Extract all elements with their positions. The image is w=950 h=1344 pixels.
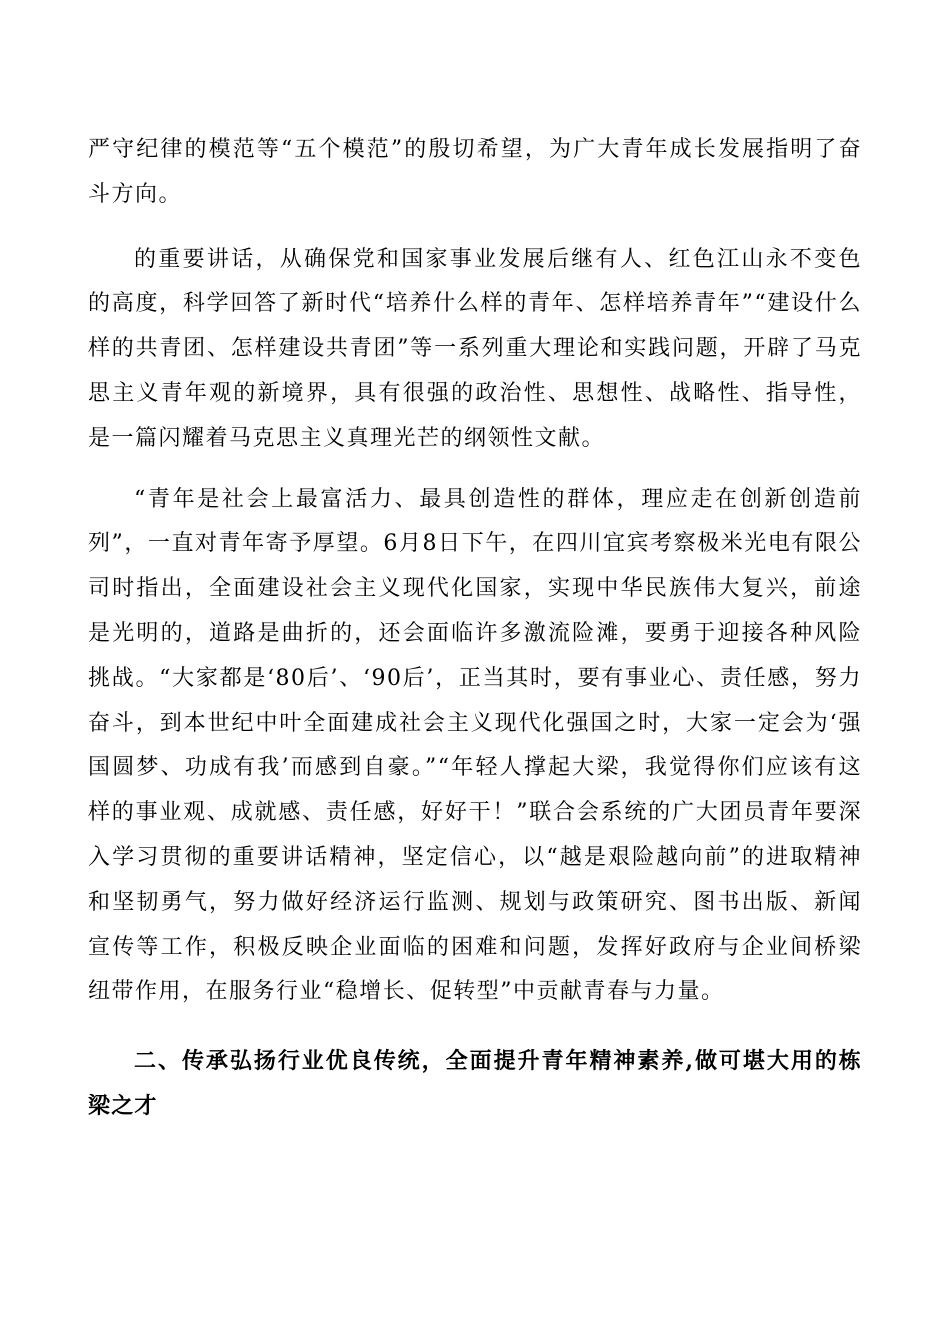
document-page — [88, 128, 862, 1129]
paragraph-1: 严守纪律的模范等“五个模范”的殷切希望，为广大青年成长发展指明了奋斗方向。 — [88, 137, 862, 207]
section-heading: 二、传承弘扬行业优良传统，全面提升青年精神素养,做可堪大用的栋梁之才 — [88, 1048, 862, 1119]
paragraph-2: 的重要讲话，从确保党和国家事业发展后继有人、红色江山永不变色的高度，科学回答了新时代“培养什么样的青年、怎样培养青年”“建设什么样的共青团、怎样建设共青团”等一系列重大理论和实践问题，开辟了马克思主义青年观的新境界，具有很强的政治性、思想性、战略性、指导性，是一篇闪耀着马克思主义真理光芒的纲领性文献。 — [88, 246, 862, 451]
paragraph-3: “青年是社会上最富活力、最具创造性的群体，理应走在创新创造前列”，一直对青年寄予厚望。6月8日下午，在四川宜宾考察极米光电有限公司时指出，全面建设社会主义现代化国家，实现中华民族伟大复兴，前途是光明的，道路是曲折的，还会面临许多激流险滩，要勇于迎接各种风险挑战。“大家都是‘80后’、‘90后’，正当其时，要有事业心、责任感，努力奋斗，到本世纪中叶全面建成社会主义现代化强国之时，大家一定会为‘强国圆梦、功成有我’而感到自豪。”“年轻人撑起大梁，我觉得你们应该有这样的事业观、成就感、责任感，好好干！”联合会系统的广大团员青年要深入学习贯彻的重要讲话精神，坚定信心，以“越是艰险越向前”的进取精神和坚韧勇气，努力做好经济运行监测、规划与政策研究、图书出版、新闻宣传等工作，积极反映企业面临的困难和问题，发挥好政府与企业间桥梁纽带作用，在服务行业“稳增长、促转型”中贡献青春与力量。 — [88, 486, 862, 1005]
